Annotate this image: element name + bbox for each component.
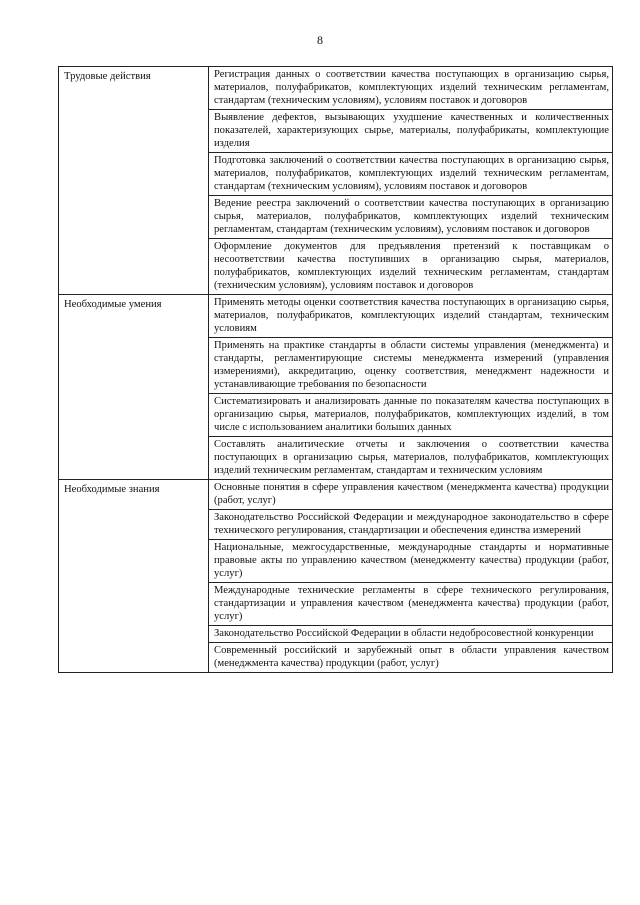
table-row	[59, 295, 613, 338]
knowledge-item: Современный российский и зарубежный опыт в области управления качеством (менеджмента качества) продукции (работ, услуг)	[209, 643, 613, 673]
table-body	[59, 67, 613, 673]
section-title-required-knowledge: Необходимые знания	[59, 480, 209, 673]
labor-action-item: Выявление дефектов, вызывающих ухудшение качественных и количественных показателей, характеризующих сырье, материалы, полуфабрикаты, комплектующие изделия	[209, 110, 613, 153]
knowledge-item: Законодательство Российской Федерации в области недобросовестной конкуренции	[209, 626, 613, 643]
labor-action-item: Ведение реестра заключений о соответствии качества поступающих в организацию сырья, материалов, полуфабрикатов, комплектующих изделий техническим регламентам, стандартам (техническим условиям), условиям поставок и договоров	[209, 196, 613, 239]
skill-item: Составлять аналитические отчеты и заключения о соответствии качества поступающих в организацию сырья, материалов, полуфабрикатов, комплектующих изделий техническим регламентам, стандартам и техническим условиям	[209, 437, 613, 480]
labor-action-item: Регистрация данных о соответствии качества поступающих в организацию сырья, материалов, полуфабрикатов, комплектующих изделий техническим регламентам, стандартам (техническим условиям), условиям поставок и договоров	[209, 67, 613, 110]
table-row	[59, 480, 613, 510]
requirements-table	[58, 66, 613, 673]
knowledge-item: Основные понятия в сфере управления качеством (менеджмента качества) продукции (работ, услуг)	[209, 480, 613, 510]
knowledge-item: Национальные, межгосударственные, международные стандарты и нормативные правовые акты по управлению качеством (менеджменту качества) продукции (работ, услуг)	[209, 540, 613, 583]
labor-action-item: Оформление документов для предъявления претензий к поставщикам о несоответствии качества поступивших в организацию сырья, материалов, полуфабрикатов, комплектующих изделий техническим регламентам, стандартам (техническим условиям), условиям поставок и договоров	[209, 239, 613, 295]
skill-item: Применять методы оценки соответствия качества поступающих в организацию сырья, материалов, полуфабрикатов, комплектующих изделий стандартам, техническим условиям	[209, 295, 613, 338]
labor-action-item: Подготовка заключений о соответствии качества поступающих в организацию сырья, материалов, полуфабрикатов, комплектующих изделий техническим регламентам, стандартам (техническим условиям), условиям поставок и договоров	[209, 153, 613, 196]
table-row	[59, 67, 613, 110]
skill-item: Систематизировать и анализировать данные по показателям качества поступающих в организацию сырья, материалов, полуфабрикатов, комплектующих изделий, в том числе с использованием аналитики больших данных	[209, 394, 613, 437]
knowledge-item: Международные технические регламенты в сфере технического регулирования, стандартизации и управления качеством (менеджмента качества) продукции (работ, услуг)	[209, 583, 613, 626]
knowledge-item: Законодательство Российской Федерации и международное законодательство в сфере технического регулирования, стандартизации и обеспечения единства измерений	[209, 510, 613, 540]
skill-item: Применять на практике стандарты в области системы управления (менеджмента) и стандарты, регламентирующие системы менеджмента измерений (управления измерениями), аккредитацию, оценку соответствия, менеджмент надежности и устанавливающие требования по безопасности	[209, 338, 613, 394]
page-number: 8	[317, 33, 323, 47]
section-title-labor-actions: Трудовые действия	[59, 67, 209, 295]
section-title-required-skills: Необходимые умения	[59, 295, 209, 480]
